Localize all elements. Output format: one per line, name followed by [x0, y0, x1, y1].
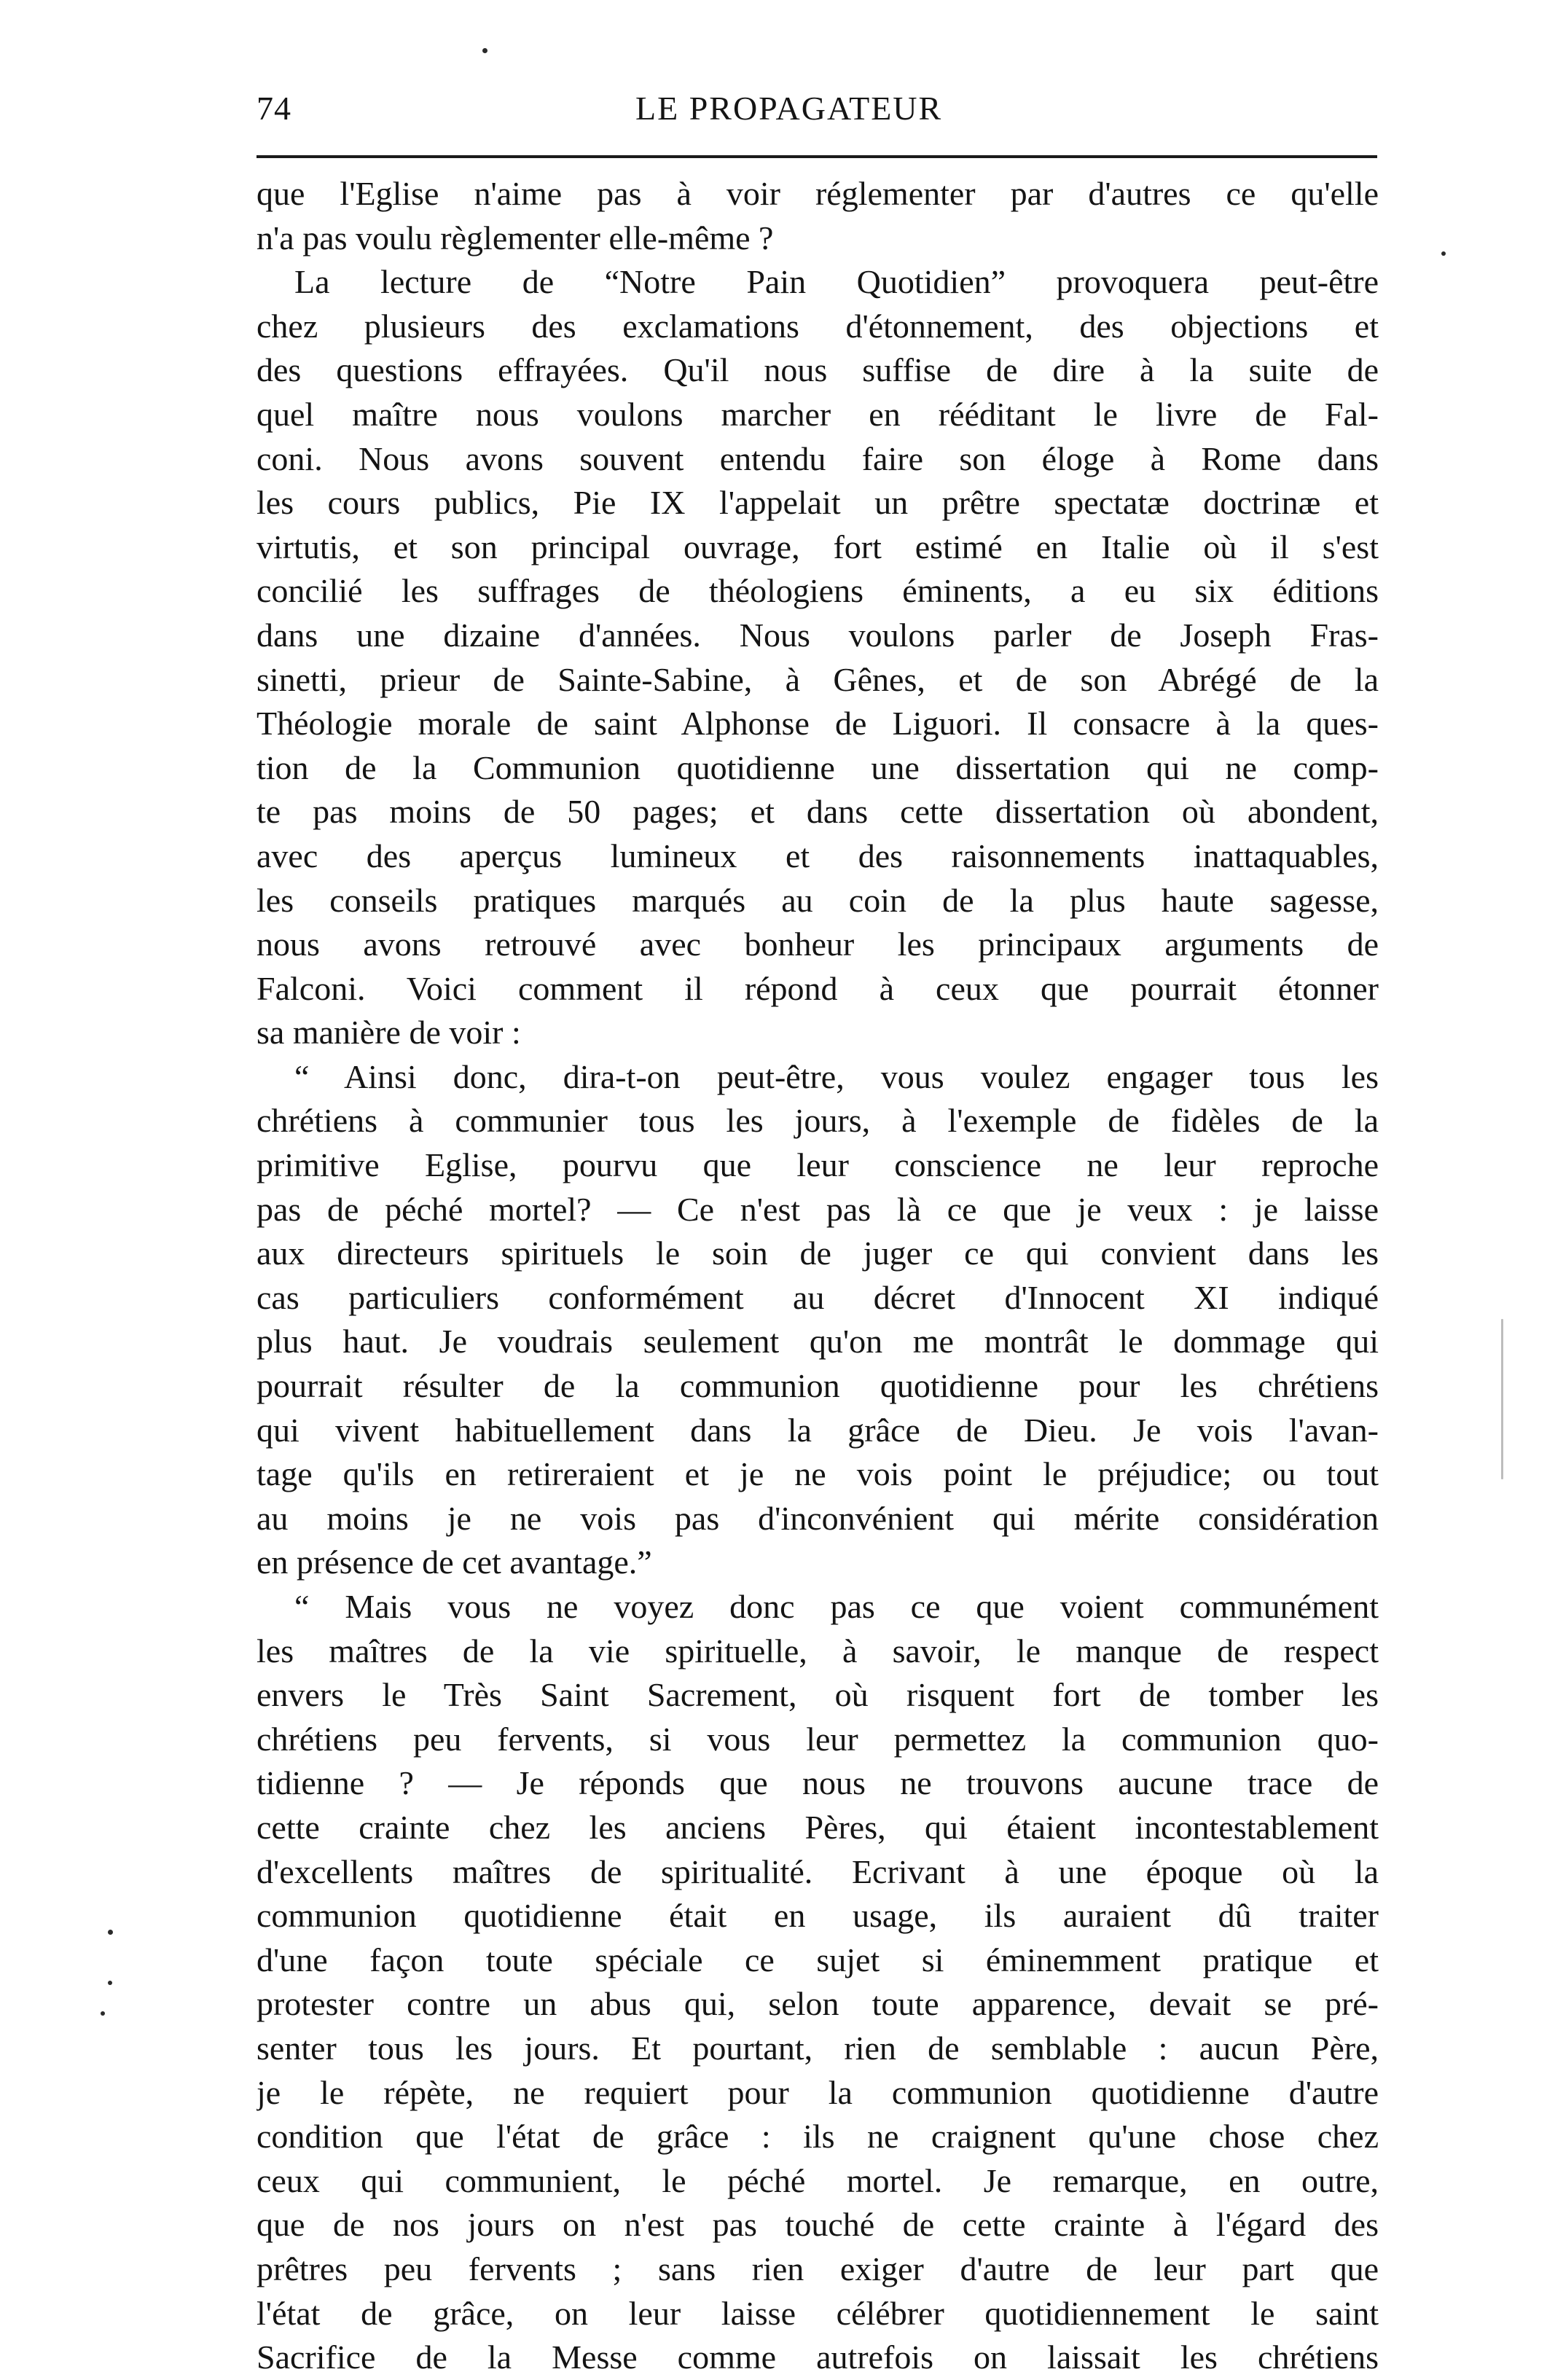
scan-speck — [108, 1981, 112, 1985]
text-line: cette crainte chez les anciens Pères, qui étaient incontestablement — [256, 1808, 1379, 1846]
body-text — [256, 172, 1379, 2380]
text-line: aux directeurs spirituels le soin de juger ce qui convient dans les — [256, 1234, 1379, 1272]
text-line: qui vivent habituellement dans la grâce de Dieu. Je vois l'avan- — [256, 1411, 1379, 1449]
text-line: des questions effrayées. Qu'il nous suffise de dire à la suite de — [256, 351, 1379, 389]
running-title: LE PROPAGATEUR — [635, 90, 943, 127]
text-line: sa manière de voir : — [256, 1014, 521, 1052]
text-line: n'a pas voulu règlementer elle-même ? — [256, 219, 774, 257]
page-number: 74 — [256, 90, 291, 127]
text-line: chrétiens peu fervents, si vous leur permettez la communion quo- — [256, 1720, 1379, 1758]
text-line: ceux qui communient, le péché mortel. Je remarque, en outre, — [256, 2161, 1379, 2199]
text-line: dans une dizaine d'années. Nous voulons parler de Joseph Fras- — [256, 616, 1379, 654]
text-line: plus haut. Je voudrais seulement qu'on me montrât le dommage qui — [256, 1323, 1379, 1361]
text-line: chrétiens à communier tous les jours, à l'exemple de fidèles de la — [256, 1102, 1379, 1140]
text-line: les conseils pratiques marqués au coin de la plus haute sagesse, — [256, 881, 1379, 919]
text-line: cas particuliers conformément au décret d'Innocent XI indiqué — [256, 1278, 1379, 1316]
text-line: les maîtres de la vie spirituelle, à savoir, le manque de respect — [256, 1632, 1379, 1669]
text-line: avec des aperçus lumineux et des raisonnements inattaquables, — [256, 837, 1379, 874]
text-line: La lecture de “Notre Pain Quotidien” provoquera peut-être — [294, 263, 1379, 301]
text-line: au moins je ne vois pas d'inconvénient qui mérite considération — [256, 1499, 1379, 1537]
text-line: d'excellents maîtres de spiritualité. Ecrivant à une époque où la — [256, 1852, 1379, 1890]
text-line: condition que l'état de grâce : ils ne craignent qu'une chose chez — [256, 2118, 1379, 2156]
text-line: te pas moins de 50 pages; et dans cette dissertation où abondent, — [256, 793, 1379, 831]
text-line: communion quotidienne était en usage, ils auraient dû traiter — [256, 1897, 1379, 1935]
text-line: tidienne ? — Je réponds que nous ne trouvons aucune trace de — [256, 1764, 1379, 1802]
scan-speck — [1441, 251, 1446, 256]
scan-speck — [1501, 1319, 1503, 1479]
page-header — [256, 82, 1379, 133]
text-line: Falconi. Voici comment il répond à ceux que pourrait étonner — [256, 969, 1379, 1007]
text-line: envers le Très Saint Sacrement, où risquent fort de tomber les — [256, 1676, 1379, 1714]
text-line: prêtres peu fervents ; sans rien exiger d'autre de leur part que — [256, 2250, 1379, 2287]
text-line: pas de péché mortel? — Ce n'est pas là ce que je veux : je laisse — [256, 1190, 1379, 1228]
text-line: tion de la Communion quotidienne une dissertation qui ne comp- — [256, 748, 1379, 786]
scan-speck — [101, 2011, 105, 2016]
text-line: sinetti, prieur de Sainte-Sabine, à Gênes, et de son Abrégé de la — [256, 660, 1379, 698]
header-rule — [256, 155, 1377, 158]
text-line: Sacrifice de la Messe comme autrefois on laissait les chrétiens — [256, 2338, 1379, 2376]
text-line: coni. Nous avons souvent entendu faire son éloge à Rome dans — [256, 439, 1379, 477]
scan-speck — [482, 48, 487, 53]
text-line: protester contre un abus qui, selon toute apparence, devait se pré- — [256, 1985, 1379, 2023]
text-line: pourrait résulter de la communion quotidienne pour les chrétiens — [256, 1367, 1379, 1405]
text-line: l'état de grâce, on leur laisse célébrer quotidiennement le saint — [256, 2294, 1379, 2332]
text-line: les cours publics, Pie IX l'appelait un prêtre spectatæ doctrinæ et — [256, 484, 1379, 522]
text-line: senter tous les jours. Et pourtant, rien de semblable : aucun Père, — [256, 2029, 1379, 2067]
text-line: d'une façon toute spéciale ce sujet si éminemment pratique et — [256, 1941, 1379, 1978]
text-line: “ Ainsi donc, dira-t-on peut-être, vous voulez engager tous les — [294, 1057, 1379, 1095]
text-line: concilié les suffrages de théologiens éminents, a eu six éditions — [256, 572, 1379, 610]
text-line: je le répète, ne requiert pour la communion quotidienne d'autre — [256, 2073, 1379, 2111]
text-line: “ Mais vous ne voyez donc pas ce que voient communément — [294, 1588, 1379, 1625]
text-line: chez plusieurs des exclamations d'étonnement, des objections et — [256, 307, 1379, 345]
text-line: que l'Eglise n'aime pas à voir réglementer par d'autres ce qu'elle — [256, 175, 1379, 212]
text-line: nous avons retrouvé avec bonheur les principaux arguments de — [256, 925, 1379, 963]
text-line: tage qu'ils en retireraient et je ne vois point le préjudice; ou tout — [256, 1455, 1379, 1493]
scan-speck — [108, 1930, 113, 1935]
text-line: virtutis, et son principal ouvrage, fort estimé en Italie où il s'est — [256, 528, 1379, 565]
text-line: en présence de cet avantage.” — [256, 1543, 652, 1581]
text-line: primitive Eglise, pourvu que leur conscience ne leur reproche — [256, 1146, 1379, 1184]
text-line: quel maître nous voulons marcher en rééditant le livre de Fal- — [256, 395, 1379, 433]
text-line: Théologie morale de saint Alphonse de Liguori. Il consacre à la ques- — [256, 705, 1379, 743]
text-line: que de nos jours on n'est pas touché de cette crainte à l'égard des — [256, 2206, 1379, 2244]
